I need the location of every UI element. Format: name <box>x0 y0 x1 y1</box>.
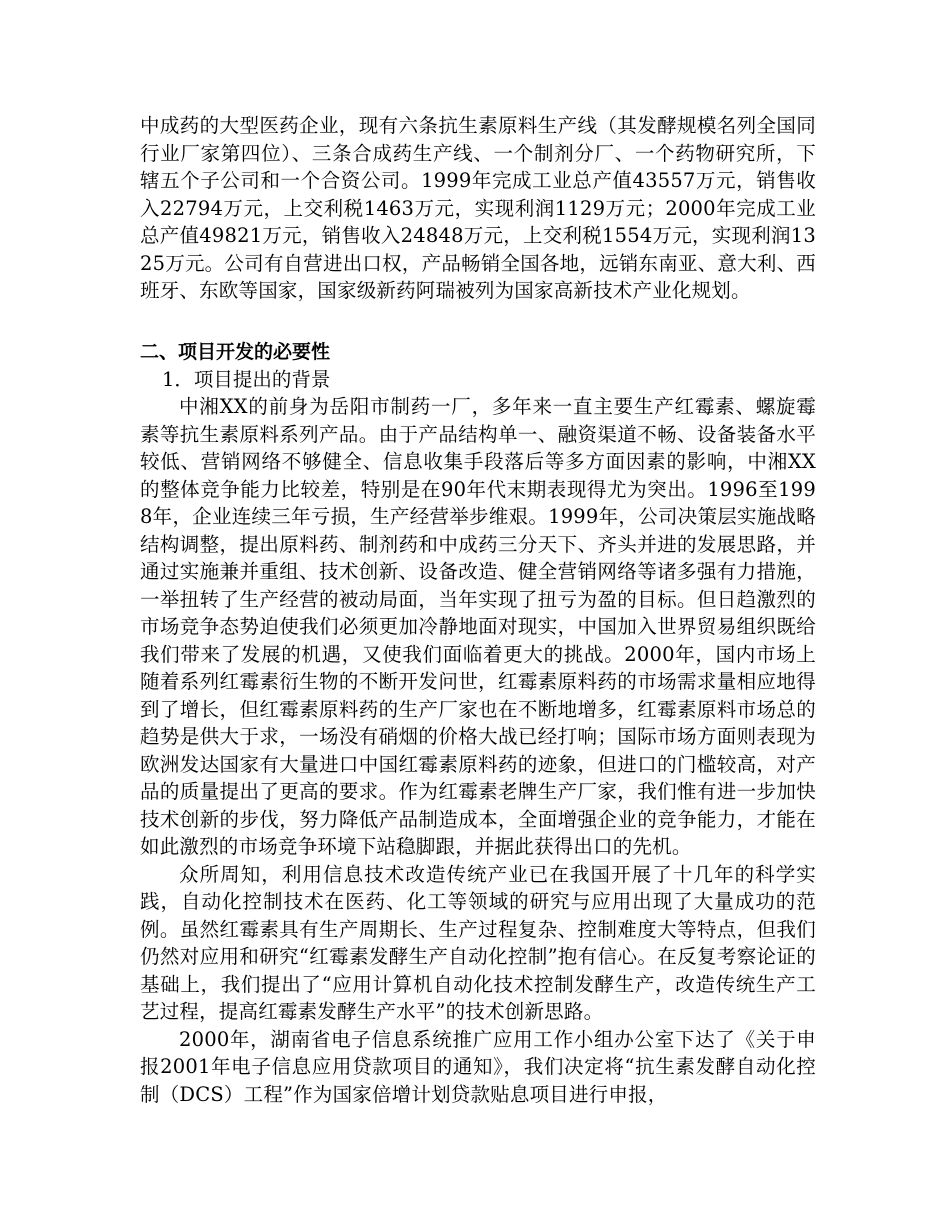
body-paragraph-application: 2000年，湖南省电子信息系统推广应用工作小组办公室下达了《关于申报2001年电子信息应用贷款项目的通知》，我们决定将“抗生素发酵自动化控制（DCS）工程”作为国家倍增计划贷款贴息项目进行申报， <box>140 1027 816 1106</box>
document-page <box>140 112 816 1108</box>
intro-paragraph: 中成药的大型医药企业，现有六条抗生素原料生产线（其发酵规模名列全国同行业厂家第四位）、三条合成药生产线、一个制剂分厂、一个药物研究所，下辖五个子公司和一个合资公司。1999年完成工业总产值43557万元，销售收入22794万元，上交利税1463万元，实现利润1129万元；2000年完成工业总产值49821万元，销售收入24848万元，上交利税1554万元，实现利润1325万元。公司有自营进出口权，产品畅销全国各地，远销东南亚、意大利、西班牙、东欧等国家，国家级新药阿瑞被列为国家高新技术产业化规划。 <box>140 114 816 302</box>
subsection-heading: 1．项目提出的背景 <box>162 367 331 391</box>
paragraph-gap <box>140 305 816 338</box>
section-heading: 二、项目开发的必要性 <box>140 340 331 363</box>
body-paragraph-background: 中湘XX的前身为岳阳市制药一厂，多年来一直主要生产红霉素、螺旋霉素等抗生素原料系列产品。由于产品结构单一、融资渠道不畅、设备装备水平较低、营销网络不够健全、信息收集手段落后等多方面因素的影响，中湘XX的整体竞争能力比较差，特别是在90年代末期表现得尤为突出。1996至1998年，企业连续三年亏损，生产经营举步维艰。1999年，公司决策层实施战略结构调整，提出原料药、制剂药和中成药三分天下、齐头并进的发展思路，并通过实施兼并重组、技术创新、设备改造、健全营销网络等诸多强有力措施，一举扭转了生产经营的被动局面，当年实现了扭亏为盈的目标。但日趋激烈的市场竞争态势迫使我们必须更加冷静地面对现实，中国加入世界贸易组织既给我们带来了发展的机遇，又使我们面临着更大的挑战。2000年，国内市场上随着系列红霉素衍生物的不断开发问世，红霉素原料药的市场需求量相应地得到了增长，但红霉素原料药的生产厂家也在不断地增多，红霉素原料市场总的趋势是供大于求，一场没有硝烟的价格大战已经打响；国际市场方面则表现为欧洲发达国家有大量进口中国红霉素原料药的迹象，但进口的门槛较高，对产品的质量提出了更高的要求。作为红霉素老牌生产厂家，我们惟有进一步加快技术创新的步伐，努力降低产品制造成本，全面增强企业的竞争能力，才能在如此激烈的市场竞争环境下站稳脚跟，并据此获得出口的先机。 <box>140 395 816 858</box>
body-paragraph-automation: 众所周知，利用信息技术改造传统产业已在我国开展了十几年的科学实践，自动化控制技术在医药、化工等领域的研究与应用出现了大量成功的范例。虽然红霉素具有生产周期长、生产过程复杂、控制难度大等特点，但我们仍然对应用和研究“红霉素发酵生产自动化控制”抱有信心。在反复考察论证的基础上，我们提出了“应用计算机自动化技术控制发酵生产，改造传统生产工艺过程，提高红霉素发酵生产水平”的技术创新思路。 <box>140 862 816 1023</box>
